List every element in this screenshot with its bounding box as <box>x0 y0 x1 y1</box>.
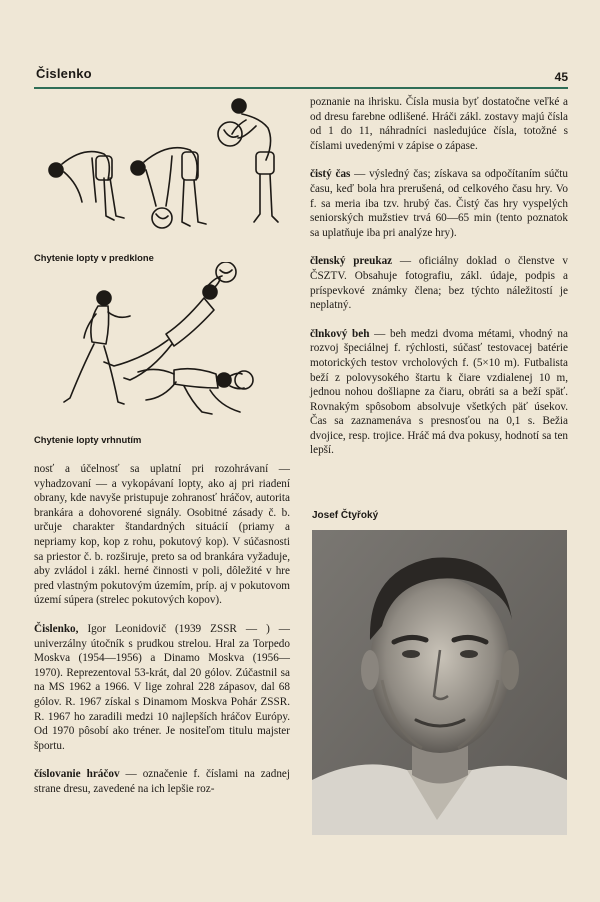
entry-cislenko <box>34 622 290 753</box>
header-rule <box>34 87 568 89</box>
figure-caption: Chytenie lopty vrhnutím <box>34 434 142 445</box>
entry-text: — beh medzi dvoma métami, vhodný na rozvoj špeciálnej f. rýchlosti, súčasť testovacej batérie motorických testov vrcholových f. (5×10 m). Futbalista beží z polovysokého štartu k čiare vzdialenej 10 m, jednou nohou došliapne za čiaru, obráti sa a beží späť. Rovnakým spôsobom absolvuje všetkých päť úsekov. Čas sa zaznamenáva s presnosťou na 0,1 s. Bežia dvojice, resp. trojice. Hráč má dva pokusy, hodnotí sa ten lepší. <box>310 327 568 457</box>
left-column <box>34 462 290 796</box>
diving-catch-illustration <box>34 262 290 430</box>
entry-term: čistý čas <box>310 168 351 181</box>
paragraph: nosť a účelnosť sa uplatní pri rozohrávaní — vyhadzovaní — a vykopávaní lopty, ako aj pri riadení obrany, kde navyše pristupuje zohranosť hráčov, autorita brankára a dohovorené signály. Osobitné zásady č. b. určuje charakter štandardných situácií (priamy a nepriamy kop, kop z rohu, pokutový kop). V súčasnosti sa priestor č. b. rozširuje, preto sa od brankára vyžaduje, aby zvládol i zákl. herné činnosti v poli, dôležité v hre pred vlastným pokutovým územím, príp. aj v pokutovom území súpera (strelec pokutových kopov). <box>34 463 290 607</box>
entry-text: — výsledný čas; získava sa odpočítaním súčtu času, keď bola hra prerušená, od celkového času hry. Vo f. sa meria iba tzv. hrubý čas. Čistý čas hry vyspelých seniorských mužstiev trvá 60—65 min (tento poznatok sa uplatňuje iba pri analýze hry). <box>310 168 568 239</box>
entry-text: — oficiálny doklad o členstve v ČSZTV. Obsahuje fotografiu, zákl. údaje, podpis a príspevkové známky člena; bez týchto náležitostí je neplatný. <box>310 255 568 312</box>
entry-cislovanie-hracov <box>34 767 290 796</box>
entry-clensky-preukaz <box>310 254 568 312</box>
entry-clnkovy-beh <box>310 327 568 458</box>
figure-caption: Chytenie lopty v predklone <box>34 252 154 263</box>
entry-term: členský preukaz <box>310 255 393 268</box>
catch-bending-illustration <box>34 98 290 248</box>
portrait-photo <box>312 530 567 835</box>
right-column <box>310 95 568 458</box>
entry-text: Igor Leonidovič (1939 ZSSR — ) — univerzálny útočník s prudkou strelou. Hral za Torpedo Moskva (1954—1956) a Dinamo Moskva (1956—1970). Reprezentoval 53-krát, dal 20 gólov. Zúčastnil sa na MS 1962 a 1966. V lige zohral 228 zápasov, dal 68 gólov. R. 1967 získal s Dinamom Moskva Pohár ZSSR. R. 1967 ho zaradili medzi 10 najlepších hráčov Európy. Od 1970 pôsobí ako tréner. Je nositeľom titulu majster športu. <box>34 622 290 752</box>
page-number: 45 <box>554 70 568 84</box>
entry-term: Čislenko, <box>34 622 79 635</box>
portrait-caption: Josef Čtyřoký <box>312 510 379 521</box>
entry-cisty-cas <box>310 167 568 240</box>
entry-term: číslovanie hráčov <box>34 768 120 781</box>
paragraph: poznanie na ihrisku. Čísla musia byť dostatočne veľké a od dresu farebne odlišené. Hráči zákl. zostavy majú čísla od 1 do 11, náhradníci nasledujúce čísla, totožné s číslami uvedenými v zápise o zápase. <box>310 96 568 152</box>
running-title: Čislenko <box>36 66 92 81</box>
entry-text: — označenie f. číslami na zadnej strane dresu, zavedené na ich lepšie roz- <box>34 768 290 795</box>
entry-term: člnkový beh <box>310 327 370 340</box>
